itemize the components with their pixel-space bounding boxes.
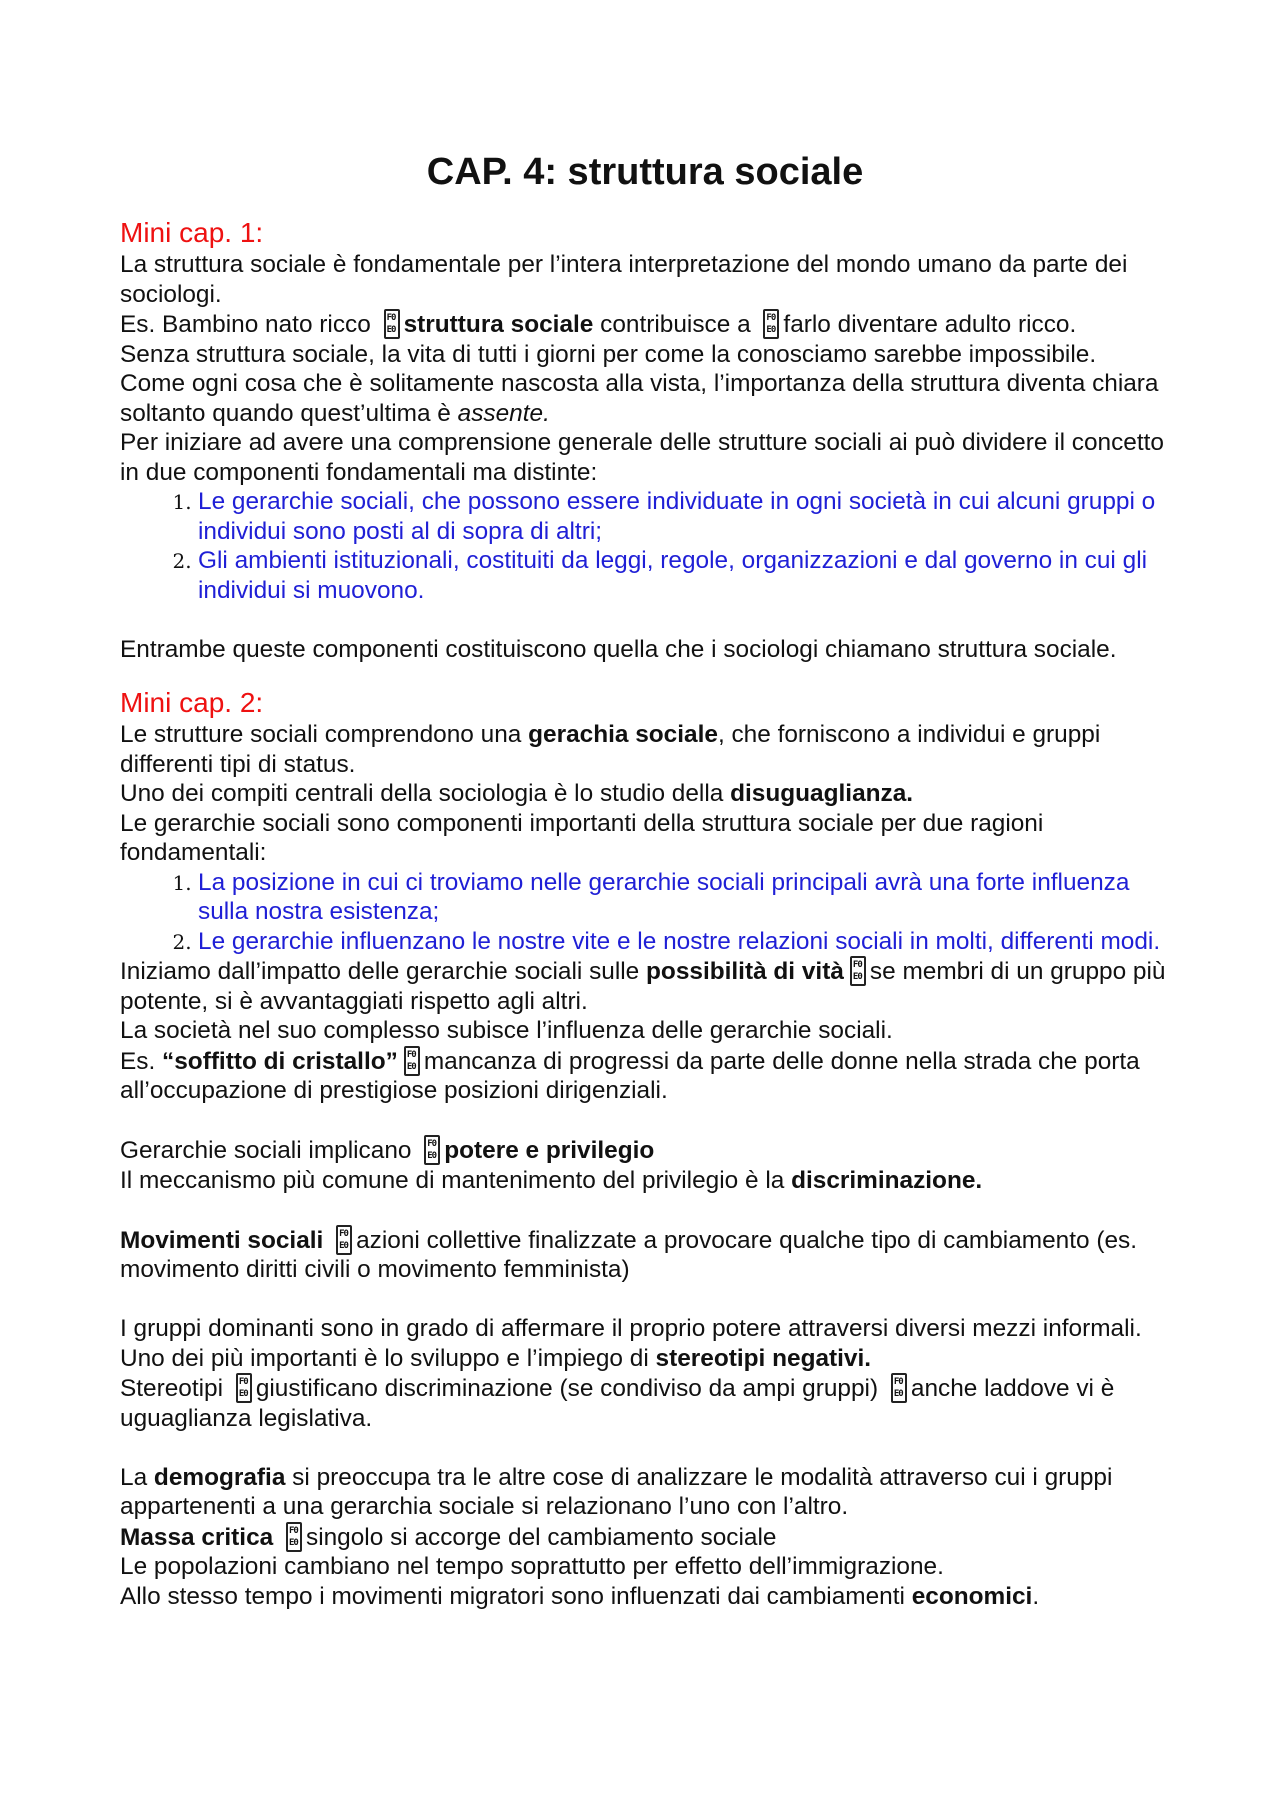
arrow-symbol-icon (850, 956, 866, 986)
paragraph: I gruppi dominanti sono in grado di affermare il proprio potere attraversi diversi mezzi informali. Uno dei più importanti è lo sviluppo e l’impiego di stereotipi negativi. (120, 1315, 1142, 1372)
arrow-symbol-icon (384, 309, 400, 339)
paragraph: La struttura sociale è fondamentale per l’intera interpretazione del mondo umano da parte dei sociologi. (120, 251, 1128, 308)
paragraph: Es. Bambino nato ricco F0 E0struttura sociale contribuisce a F0 E0farlo diventare adulto ricco. (120, 309, 1170, 340)
arrow-symbol-icon (424, 1135, 440, 1165)
numbered-list (120, 487, 1170, 605)
paragraph: Le gerarchie sociali sono componenti importanti della struttura sociale per due ragioni fondamentali: (120, 809, 1044, 866)
section-heading-2: Mini cap. 2: (120, 687, 264, 718)
list-item: 1. Le gerarchie sociali, che possono essere individuate in ogni società in cui alcuni gruppi o individui sono posti al di sopra di altri; (198, 487, 1170, 546)
paragraph: Come ogni cosa che è solitamente nascosta alla vista, l’importanza della struttura diventa chiara soltanto quando quest’ultima è assente. (120, 370, 1159, 427)
paragraph: Gerarchie sociali implicano F0 E0potere e privilegio (120, 1135, 1170, 1166)
arrow-symbol-icon (236, 1373, 252, 1403)
page-title: CAP. 4: struttura sociale (426, 151, 864, 193)
paragraph: Entrambe queste componenti costituiscono quella che i sociologi chiamano struttura sociale. (120, 635, 1117, 663)
list-item: 2. Gli ambienti istituzionali, costituiti da leggi, regole, organizzazioni e dal governo in cui gli individui si muovono. (198, 546, 1170, 605)
arrow-symbol-icon (404, 1046, 420, 1076)
list-item: 2. Le gerarchie influenzano le nostre vite e le nostre relazioni sociali in molti, differenti modi. (198, 927, 1170, 957)
paragraph: La demografia si preoccupa tra le altre cose di analizzare le modalità attraverso cui i gruppi appartenenti a una gerarchia sociale si relazionano l’uno con l’altro. (120, 1463, 1113, 1520)
paragraph: Allo stesso tempo i movimenti migratori sono influenzati dai cambiamenti economici. (120, 1582, 1040, 1610)
numbered-list (120, 868, 1170, 957)
paragraph: La società nel suo complesso subisce l’influenza delle gerarchie sociali. (120, 1017, 893, 1044)
section-heading-1: Mini cap. 1: (120, 217, 264, 248)
arrow-symbol-icon (763, 309, 779, 339)
paragraph: Uno dei compiti centrali della sociologia è lo studio della disuguaglianza. (120, 780, 914, 807)
paragraph: Per iniziare ad avere una comprensione generale delle strutture sociali ai può dividere il concetto in due componenti fondamentali ma distinte: (120, 429, 1164, 486)
paragraph: Iniziamo dall’impatto delle gerarchie sociali sulle possibilità di vitàF0 E0 se membri di un gruppo più potente, si è avvantaggiati rispetto agli altri. (120, 956, 1170, 1016)
paragraph: Il meccanismo più comune di mantenimento del privilegio è la discriminazione. (120, 1166, 983, 1194)
paragraph: Es. “soffitto di cristallo”F0 E0 mancanza di progressi da parte delle donne nella strada che porta all’occupazione di prestigiose posizioni dirigenziali. (120, 1046, 1170, 1106)
paragraph: Le popolazioni cambiano nel tempo soprattutto per effetto dell’immigrazione. (120, 1553, 944, 1580)
paragraph: Stereotipi F0 E0giustificano discriminazione (se condiviso da ampi gruppi) F0 E0anche laddove vi è uguaglianza legislativa. (120, 1373, 1170, 1433)
list-item: 1. La posizione in cui ci troviamo nelle gerarchie sociali principali avrà una forte influenza sulla nostra esistenza; (198, 868, 1170, 927)
paragraph: Senza struttura sociale, la vita di tutti i giorni per come la conosciamo sarebbe impossibile. (120, 340, 1097, 368)
paragraph: Le strutture sociali comprendono una gerachia sociale, che forniscono a individui e gruppi differenti tipi di status. (120, 721, 1101, 778)
arrow-symbol-icon (286, 1522, 302, 1552)
paragraph: Massa critica F0 E0singolo si accorge del cambiamento sociale (120, 1522, 1170, 1553)
arrow-symbol-icon (336, 1225, 352, 1255)
arrow-symbol-icon (891, 1373, 907, 1403)
paragraph: Movimenti sociali F0 E0azioni collettive finalizzate a provocare qualche tipo di cambiamento (es. movimento diritti civili o movimento femminista) (120, 1225, 1170, 1285)
